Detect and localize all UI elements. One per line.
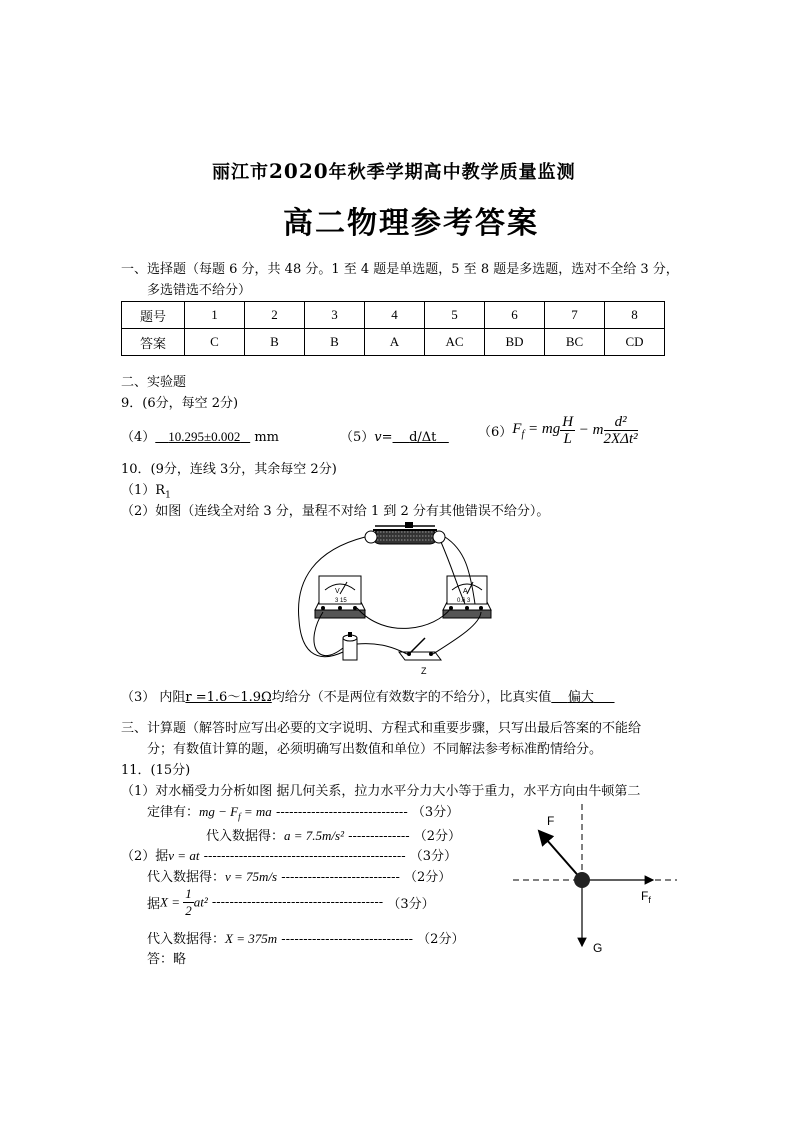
q9-6-label: （6） xyxy=(478,425,513,440)
q11-header: 11．(15分) xyxy=(121,763,191,778)
q10-part3 xyxy=(121,686,615,705)
equation: X = xyxy=(160,894,184,910)
q9-4-unit: mm xyxy=(254,430,279,445)
force-diagram xyxy=(505,796,685,961)
title-year: 2020 xyxy=(269,159,329,183)
eq-part: = ma xyxy=(240,804,272,819)
table-cell: BD xyxy=(485,329,545,356)
sec1-line1: 一、选择题（每题 6 分，共 48 分。1 至 4 题是单选题，5 至 8 题是多选题，选对不全给 3 分， xyxy=(121,262,679,277)
q10-3-middle: 均给分（不是两位有效数字的不给分），比真实值 xyxy=(271,690,552,705)
frac-num: H xyxy=(562,414,574,430)
q11-p2-line2 xyxy=(147,866,451,885)
answer-table xyxy=(121,301,665,356)
switch-icon xyxy=(399,638,441,660)
frac-num: 1 xyxy=(185,886,192,901)
title-suffix: 年秋季学期高中教学质量监测 xyxy=(328,162,576,183)
dash-leader: ---------------------------------------------- xyxy=(199,849,410,864)
switch-label: Z xyxy=(421,666,427,676)
q11-p2-line4 xyxy=(147,928,464,947)
q10-3-prefix: （3） 内阻 xyxy=(121,690,186,705)
points: （3分） xyxy=(387,897,435,912)
label-G: G xyxy=(593,941,603,955)
q9-6-F: F xyxy=(512,421,522,437)
circuit-diagram xyxy=(295,520,495,685)
equation: v = at xyxy=(168,848,200,863)
q9-part4 xyxy=(121,426,279,445)
table-cell: 1 xyxy=(185,302,245,329)
label-Ff-main: F xyxy=(641,889,649,903)
equation xyxy=(199,804,272,822)
table-head-number: 题号 xyxy=(122,302,185,329)
table-cell: 2 xyxy=(245,302,305,329)
table-cell: BC xyxy=(545,329,605,356)
q10-header: 10．(9分，连线 3分，其余每空 2分) xyxy=(121,462,337,477)
q10-part1 xyxy=(121,479,171,501)
text: 代入数据得： xyxy=(147,870,226,885)
table-cell: AC xyxy=(425,329,485,356)
q11-p1-line1: （1）对水桶受力分析如图 据几何关系，拉力水平分力大小等于重力，水平方向由牛顿第二 xyxy=(121,784,641,799)
table-cell: 5 xyxy=(425,302,485,329)
points: （3分） xyxy=(409,849,458,864)
table-cell: 6 xyxy=(485,302,545,329)
sec3-line1: 三、计算题（解答时应写出必要的文字说明、方程式和重要步骤，只写出最后答案的不能给 xyxy=(121,721,642,736)
table-head-answer: 答案 xyxy=(122,329,185,356)
q9-header: 9．(6分，每空 2分) xyxy=(121,396,239,411)
voltmeter-label: V xyxy=(335,588,340,595)
dash-leader: ------------------------------ xyxy=(271,805,412,820)
q10-part2: （2）如图（连线全对给 3 分，量程不对给 1 到 2 分有其他错误不给分）。 xyxy=(121,504,550,519)
ammeter-icon xyxy=(443,576,491,618)
text: 定律有： xyxy=(147,805,200,820)
q11-p1-line3 xyxy=(206,825,461,844)
q9-part5 xyxy=(340,426,449,445)
points: （2分） xyxy=(404,870,452,885)
document-title xyxy=(212,158,576,184)
title-prefix: 丽江市 xyxy=(212,162,269,183)
frac-den: L xyxy=(563,431,572,447)
eq-sub: f xyxy=(238,811,241,822)
label-F: F xyxy=(547,814,555,828)
force-F-arrow xyxy=(539,831,582,880)
points: （2分） xyxy=(413,829,462,844)
q9-5-expr: d/Δt xyxy=(409,430,437,445)
dash-leader: --------------------------------------- xyxy=(207,895,388,910)
label-Ff-sub: f xyxy=(648,895,651,905)
eq-part: mg − F xyxy=(199,804,239,819)
sec2-title: 二、实验题 xyxy=(121,375,187,390)
page-heading: 高二物理参考答案 xyxy=(283,206,539,241)
frac-num: d² xyxy=(604,414,638,431)
frac-den: 2 xyxy=(185,903,192,918)
q9-4-value xyxy=(155,429,250,444)
text: 代入数据得： xyxy=(147,932,226,947)
q10-3-answer-text: 偏大 xyxy=(567,690,594,705)
q11-p2-line3 xyxy=(147,886,435,919)
equation: at² xyxy=(193,894,208,910)
table-cell: C xyxy=(185,329,245,356)
sec3-line2: 分；有数值计算的题，必须明确写出数值和单位）不同解法参考标准酌情给分。 xyxy=(147,742,603,757)
table-cell: B xyxy=(305,329,365,356)
table-cell: CD xyxy=(605,329,665,356)
points: （3分） xyxy=(411,805,460,820)
q10-1-sub: 1 xyxy=(165,490,171,501)
ammeter-scale: 0.6 3 xyxy=(457,598,471,604)
text: 据 xyxy=(147,897,161,912)
text: （2）据 xyxy=(121,849,169,864)
table-cell: A xyxy=(365,329,425,356)
q9-6-minus: − m xyxy=(575,422,604,438)
q9-6-sub: f xyxy=(521,429,525,440)
q9-part6 xyxy=(478,414,638,447)
sec1-line2: 多选错选不给分） xyxy=(147,283,252,298)
q9-6-frac2 xyxy=(604,414,638,447)
table-cell: 8 xyxy=(605,302,665,329)
q10-3-answer xyxy=(551,690,614,705)
q9-6-lhs xyxy=(512,421,561,440)
table-cell: 7 xyxy=(545,302,605,329)
dash-leader: ------------------------------ xyxy=(277,932,418,947)
ammeter-label: A xyxy=(463,588,468,595)
label-Ff xyxy=(641,889,651,905)
battery-icon xyxy=(343,632,357,660)
text: 代入数据得： xyxy=(206,829,285,844)
table-row-numbers xyxy=(122,302,665,329)
voltmeter-scale: 3 15 xyxy=(335,598,347,604)
equation: v = 75m/s xyxy=(225,869,278,884)
table-cell: B xyxy=(245,329,305,356)
equation: a = 7.5m/s² xyxy=(284,828,344,843)
q9-5-label: （5） xyxy=(340,430,375,445)
q10-3-range: r =1.6～1.9Ω xyxy=(185,690,272,705)
q9-5-value xyxy=(393,430,449,445)
half-fraction xyxy=(183,886,194,919)
q9-4-label: （4） xyxy=(121,430,156,445)
table-cell: 3 xyxy=(305,302,365,329)
voltmeter-icon xyxy=(315,576,365,618)
rheostat-icon xyxy=(365,522,445,544)
q11-p2-line1 xyxy=(121,845,457,864)
table-row-answers xyxy=(122,329,665,356)
dash-leader: --------------------------- xyxy=(277,870,404,885)
equation: X = 375m xyxy=(225,931,278,946)
q11-p1-line2 xyxy=(147,801,459,822)
frac-den: 2XΔt² xyxy=(603,431,638,447)
q9-5-var: v= xyxy=(374,430,393,445)
q9-6-frac1 xyxy=(560,414,575,447)
q9-4-number: 10.295±0.002 xyxy=(168,429,241,444)
q10-1-text: （1）R xyxy=(121,483,166,498)
bucket-point-icon xyxy=(574,872,590,888)
answer-note: 答：略 xyxy=(147,952,187,967)
dash-leader: -------------- xyxy=(344,829,414,844)
q9-6-eq: = mg xyxy=(524,421,561,437)
points: （2分） xyxy=(417,932,465,947)
table-cell: 4 xyxy=(365,302,425,329)
